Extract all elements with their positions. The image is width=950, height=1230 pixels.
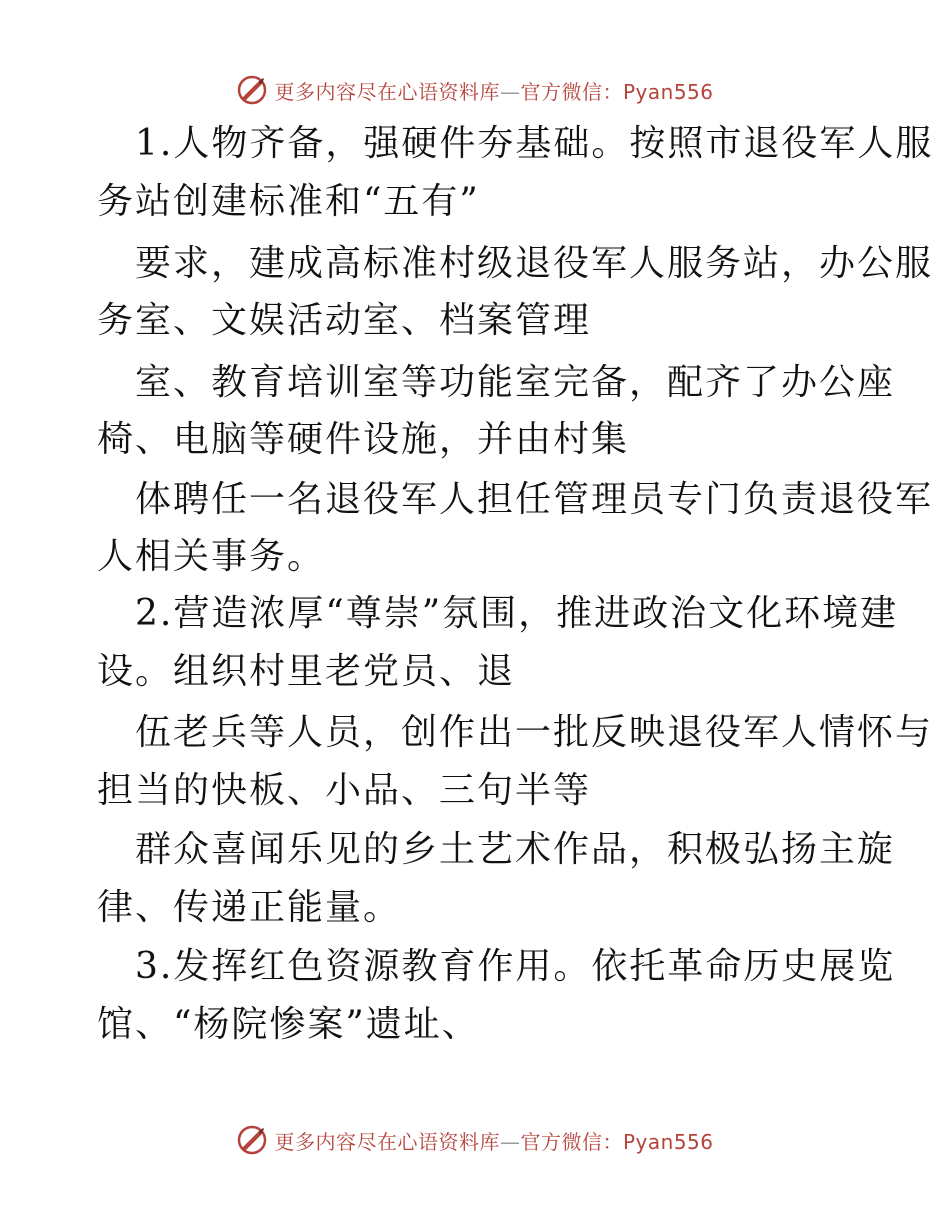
text-line: 担当的快板、小品、三句半等 xyxy=(97,770,592,811)
watermark-brand: 更多内容尽在心语资料库 xyxy=(274,79,500,104)
text-line: 务室、文娱活动室、档案管理 xyxy=(97,300,592,341)
text-line: 律、传递正能量。 xyxy=(97,887,402,928)
watermark-text xyxy=(274,76,713,105)
text-line: 人相关事务。 xyxy=(97,536,326,577)
quill-pen-logo-icon xyxy=(236,74,268,106)
footer-watermark xyxy=(0,1120,950,1160)
watermark-brand: 更多内容尽在心语资料库 xyxy=(274,1129,500,1154)
text-line: 3.发挥红色资源教育作用。依托革命历史展览 xyxy=(135,946,896,987)
header-watermark xyxy=(0,70,950,110)
watermark-separator: — xyxy=(499,79,521,104)
text-line: 设。组织村里老党员、退 xyxy=(97,651,516,692)
text-line: 务站创建标准和“五有” xyxy=(97,181,480,222)
text-line: 体聘任一名退役军人担任管理员专门负责退役军 xyxy=(135,479,934,520)
quill-pen-logo-icon xyxy=(236,1124,268,1156)
text-line: 群众喜闻乐见的乡土艺术作品，积极弘扬主旋 xyxy=(135,829,896,870)
watermark-wechat-id: Pyan556 xyxy=(622,79,714,104)
watermark-wechat-id: Pyan556 xyxy=(622,1129,714,1154)
text-line: 要求，建成高标准村级退役军人服务站，办公服 xyxy=(135,243,934,284)
text-line: 2.营造浓厚“尊崇”氛围，推进政治文化环境建 xyxy=(135,593,899,634)
text-line: 1.人物齐备，强硬件夯基础。按照市退役军人服 xyxy=(135,123,934,164)
text-line: 伍老兵等人员，创作出一批反映退役军人情怀与 xyxy=(135,712,934,753)
text-line: 馆、“杨院惨案”遗址、 xyxy=(97,1004,480,1045)
watermark-separator: — xyxy=(499,1129,521,1154)
watermark-wechat-label: 官方微信： xyxy=(520,1129,623,1154)
text-line: 室、教育培训室等功能室完备，配齐了办公座 xyxy=(135,362,896,403)
watermark-wechat-label: 官方微信： xyxy=(520,79,623,104)
text-line: 椅、电脑等硬件设施，并由村集 xyxy=(97,419,630,460)
watermark-text xyxy=(274,1126,713,1155)
